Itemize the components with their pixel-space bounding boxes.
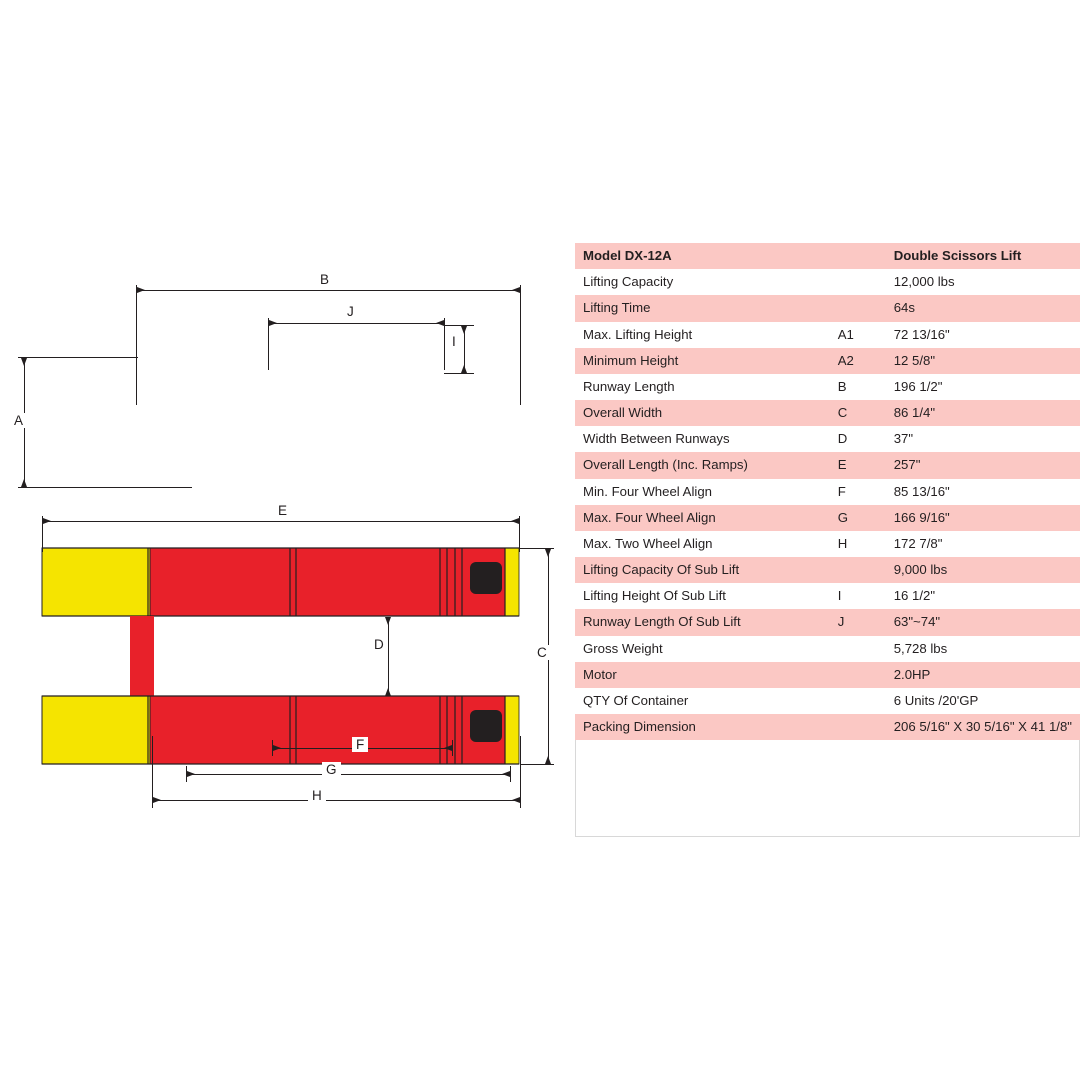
spec-label: Gross Weight bbox=[575, 636, 830, 662]
spec-code bbox=[830, 295, 886, 321]
spec-label: Runway Length Of Sub Lift bbox=[575, 609, 830, 635]
spec-label: QTY Of Container bbox=[575, 688, 830, 714]
spec-label: Runway Length bbox=[575, 374, 830, 400]
dim-G-line bbox=[186, 774, 510, 775]
spec-label: Max. Lifting Height bbox=[575, 322, 830, 348]
table-row bbox=[575, 714, 1080, 740]
dim-label-I: I bbox=[448, 334, 460, 349]
dim-C-ext-bot bbox=[520, 764, 554, 765]
spec-header-code bbox=[830, 243, 886, 269]
dim-label-A: A bbox=[10, 413, 27, 428]
spec-code: A2 bbox=[830, 348, 886, 374]
table-row bbox=[575, 636, 1080, 662]
dim-D-arrow-bot bbox=[385, 688, 391, 696]
dim-F-arrow-right bbox=[444, 745, 452, 751]
spec-code: D bbox=[830, 426, 886, 452]
spec-label: Overall Length (Inc. Ramps) bbox=[575, 452, 830, 478]
dim-E-ext-right bbox=[519, 516, 520, 552]
spec-label: Lifting Time bbox=[575, 295, 830, 321]
table-row bbox=[575, 295, 1080, 321]
spec-header-type: Double Scissors Lift bbox=[886, 243, 1080, 269]
dim-H-arrow-left bbox=[153, 797, 161, 803]
spec-code: A1 bbox=[830, 322, 886, 348]
dim-label-G: G bbox=[322, 762, 341, 777]
dim-label-H: H bbox=[308, 788, 326, 803]
table-row bbox=[575, 531, 1080, 557]
table-row bbox=[575, 374, 1080, 400]
dim-E-arrow-left bbox=[43, 518, 51, 524]
spec-code: F bbox=[830, 479, 886, 505]
table-row bbox=[575, 322, 1080, 348]
spec-table bbox=[575, 243, 1080, 740]
spec-value: 166 9/16" bbox=[886, 505, 1080, 531]
spec-value: 72 13/16" bbox=[886, 322, 1080, 348]
dim-H-ext-right bbox=[520, 736, 521, 808]
dim-label-E: E bbox=[274, 503, 291, 518]
spec-value: 196 1/2" bbox=[886, 374, 1080, 400]
table-row bbox=[575, 479, 1080, 505]
spec-value: 12 5/8" bbox=[886, 348, 1080, 374]
dim-F-ext-right bbox=[452, 740, 453, 756]
spec-table-header-row bbox=[575, 243, 1080, 269]
spec-code: H bbox=[830, 531, 886, 557]
spec-label: Lifting Height Of Sub Lift bbox=[575, 583, 830, 609]
spec-label: Lifting Capacity Of Sub Lift bbox=[575, 557, 830, 583]
dim-G-arrow-left bbox=[187, 771, 195, 777]
spec-value: 9,000 lbs bbox=[886, 557, 1080, 583]
table-row bbox=[575, 348, 1080, 374]
spec-code bbox=[830, 269, 886, 295]
spec-value: 5,728 lbs bbox=[886, 636, 1080, 662]
spec-code: B bbox=[830, 374, 886, 400]
table-row bbox=[575, 662, 1080, 688]
spec-value: 257" bbox=[886, 452, 1080, 478]
dim-label-C: C bbox=[533, 645, 551, 660]
dim-D-arrow-top bbox=[385, 617, 391, 625]
spec-header-model: Model DX-12A bbox=[575, 243, 830, 269]
spec-label: Lifting Capacity bbox=[575, 269, 830, 295]
table-row bbox=[575, 400, 1080, 426]
spec-value: 172 7/8" bbox=[886, 531, 1080, 557]
spec-value: 6 Units /20'GP bbox=[886, 688, 1080, 714]
spec-value: 63"~74" bbox=[886, 609, 1080, 635]
spec-label: Motor bbox=[575, 662, 830, 688]
spec-code: G bbox=[830, 505, 886, 531]
spec-label: Packing Dimension bbox=[575, 714, 830, 740]
spec-code bbox=[830, 688, 886, 714]
spec-value: 12,000 lbs bbox=[886, 269, 1080, 295]
spec-value: 86 1/4" bbox=[886, 400, 1080, 426]
dim-C-arrow-top bbox=[545, 549, 551, 557]
spec-label: Overall Width bbox=[575, 400, 830, 426]
spec-label: Max. Four Wheel Align bbox=[575, 505, 830, 531]
table-row bbox=[575, 505, 1080, 531]
spec-code: J bbox=[830, 609, 886, 635]
spec-code bbox=[830, 636, 886, 662]
spec-code: I bbox=[830, 583, 886, 609]
table-row bbox=[575, 452, 1080, 478]
dim-H-line bbox=[152, 800, 520, 801]
spec-value: 64s bbox=[886, 295, 1080, 321]
dim-E-line bbox=[42, 521, 519, 522]
spec-value: 85 13/16" bbox=[886, 479, 1080, 505]
dim-D-line bbox=[388, 617, 389, 696]
spec-label: Width Between Runways bbox=[575, 426, 830, 452]
spec-value: 2.0HP bbox=[886, 662, 1080, 688]
top-view-svg bbox=[0, 530, 560, 860]
table-row bbox=[575, 609, 1080, 635]
dim-E-arrow-right bbox=[511, 518, 519, 524]
table-row bbox=[575, 583, 1080, 609]
dim-H-arrow-right bbox=[512, 797, 520, 803]
dim-label-D: D bbox=[370, 637, 388, 652]
dim-label-B: B bbox=[316, 272, 333, 287]
spec-value: 206 5/16" X 30 5/16" X 41 1/8" bbox=[886, 714, 1080, 740]
dim-C-arrow-bot bbox=[545, 756, 551, 764]
top-view-drawing bbox=[0, 0, 560, 830]
table-row bbox=[575, 557, 1080, 583]
dim-G-arrow-right bbox=[502, 771, 510, 777]
spec-code: C bbox=[830, 400, 886, 426]
dim-label-J: J bbox=[343, 304, 358, 319]
spec-value: 16 1/2" bbox=[886, 583, 1080, 609]
dim-G-ext-right bbox=[510, 766, 511, 782]
spec-code bbox=[830, 714, 886, 740]
table-row bbox=[575, 688, 1080, 714]
spec-code bbox=[830, 557, 886, 583]
table-row bbox=[575, 426, 1080, 452]
spec-value: 37" bbox=[886, 426, 1080, 452]
spec-label: Minimum Height bbox=[575, 348, 830, 374]
spec-code bbox=[830, 662, 886, 688]
spec-code: E bbox=[830, 452, 886, 478]
spec-label: Min. Four Wheel Align bbox=[575, 479, 830, 505]
dim-label-F: F bbox=[352, 737, 368, 752]
spec-label: Max. Two Wheel Align bbox=[575, 531, 830, 557]
table-row bbox=[575, 269, 1080, 295]
spec-table-body bbox=[575, 243, 1080, 740]
dim-F-arrow-left bbox=[273, 745, 281, 751]
